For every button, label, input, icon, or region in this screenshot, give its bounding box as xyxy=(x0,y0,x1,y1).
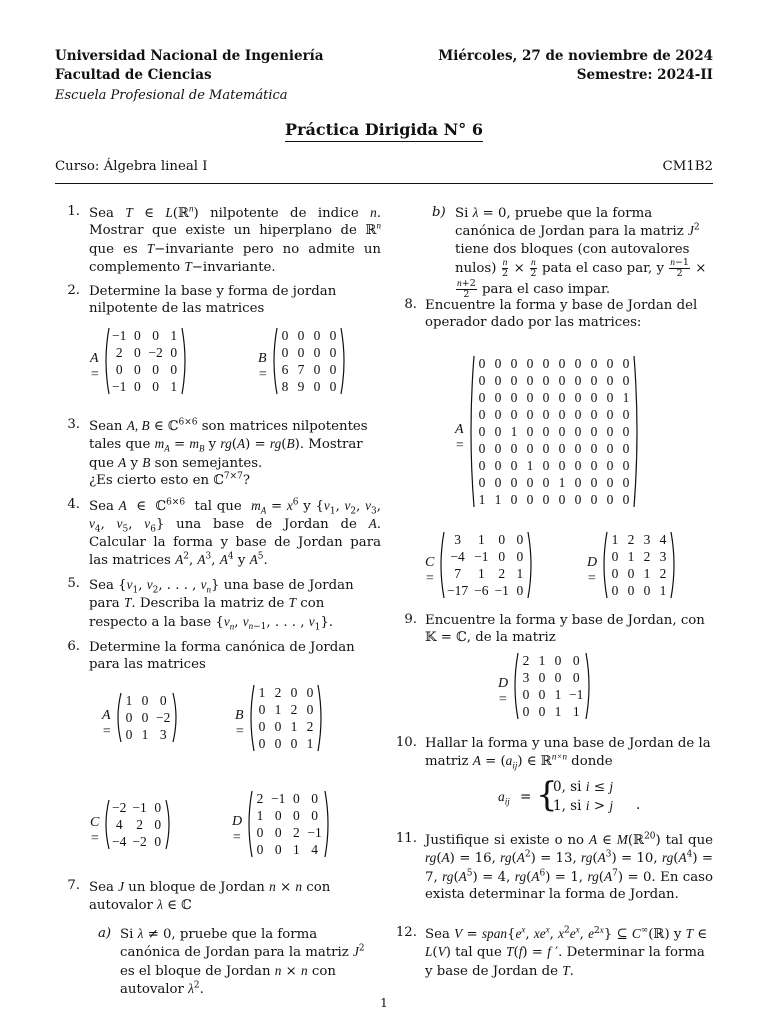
matrix-cell: 0 xyxy=(542,458,550,473)
left-paren xyxy=(468,355,475,508)
matrix-label: D = xyxy=(587,555,598,586)
matrix-cell: 0 xyxy=(125,710,133,725)
problem-number: 3. xyxy=(67,417,80,432)
matrix-cell: 0 xyxy=(154,817,162,832)
matrix-cell: 0 xyxy=(538,687,546,702)
matrix-cell: 0 xyxy=(606,424,614,439)
matrix-cell: 0 xyxy=(478,390,486,405)
subitem-b-label: b) xyxy=(432,205,446,220)
matrix-body xyxy=(254,684,318,752)
matrix-cell: 0 xyxy=(313,328,321,343)
matrix-cell: 0 xyxy=(154,834,162,849)
matrix-cell: 0 xyxy=(274,736,282,751)
matrix-cell: 0 xyxy=(558,407,566,422)
matrix-cell: 3 xyxy=(659,549,667,564)
faculty-name: Facultad de Ciencias xyxy=(55,67,212,83)
left-paren xyxy=(115,692,122,743)
matrix-cell: 0 xyxy=(281,328,289,343)
matrix-cell: 0 xyxy=(542,390,550,405)
matrix-cell: 0 xyxy=(558,441,566,456)
matrix-label: D = xyxy=(498,676,509,707)
matrix-cell: 0 xyxy=(274,825,282,840)
matrix-cell: 1 xyxy=(290,719,298,734)
matrix-cell: 1 xyxy=(170,328,178,343)
matrix-cell: 0 xyxy=(478,441,486,456)
header-rule xyxy=(55,183,713,184)
matrix-cell: 0 xyxy=(590,407,598,422)
matrix-cell: 1 xyxy=(611,532,619,547)
matrix-cell: 0 xyxy=(622,373,630,388)
matrix-cell: 1 xyxy=(643,566,651,581)
matrix-cell: 0 xyxy=(611,566,619,581)
matrix-cell: 0 xyxy=(498,549,506,564)
matrix-cell: 4 xyxy=(311,842,318,857)
matrix-cell: 0 xyxy=(574,492,582,507)
matrix-cell: 0 xyxy=(606,356,614,371)
matrix-cell: 0 xyxy=(293,808,300,823)
matrix-cell: 0 xyxy=(590,458,598,473)
matrix-cell: −1 xyxy=(307,825,322,840)
right-paren xyxy=(324,790,331,858)
matrix-cell: 0 xyxy=(498,532,506,547)
left-paren xyxy=(438,531,445,599)
matrix-cell: 0 xyxy=(558,424,566,439)
matrix-cell: 1 xyxy=(258,685,266,700)
matrix-cell: 0 xyxy=(510,373,518,388)
matrix-cell: 1 xyxy=(554,704,562,719)
matrix-body xyxy=(109,327,182,395)
matrix-cell: 0 xyxy=(256,842,264,857)
matrix-cell: 0 xyxy=(311,808,318,823)
university-name: Universidad Nacional de Ingeniería xyxy=(55,48,324,64)
matrix-cell: 0 xyxy=(538,670,546,685)
left-paren xyxy=(512,652,519,720)
matrix-cell: 0 xyxy=(494,458,502,473)
matrix-cell: 0 xyxy=(510,390,518,405)
matrix-cell: 2 xyxy=(256,791,264,806)
matrix-cell: 0 xyxy=(558,458,566,473)
matrix-cell: 0 xyxy=(611,549,619,564)
matrix-cell: 0 xyxy=(510,458,518,473)
matrix-cell: 0 xyxy=(290,736,298,751)
matrix-cell: 1 xyxy=(538,653,546,668)
matrix-cell: 0 xyxy=(542,356,550,371)
matrix-cell: 0 xyxy=(494,441,502,456)
course-label: Curso: Álgebra lineal I xyxy=(55,159,208,174)
matrix-cell: 1 xyxy=(510,424,518,439)
matrix-cell: 0 xyxy=(510,492,518,507)
matrix-cell: 0 xyxy=(170,362,178,377)
matrix-cell: 0 xyxy=(522,704,530,719)
matrix-cell: 0 xyxy=(274,808,282,823)
matrix-cell: 0 xyxy=(516,549,524,564)
matrix-cell: 0 xyxy=(590,390,598,405)
matrix-label: C = xyxy=(90,814,100,846)
matrix-cell: 3 xyxy=(522,670,530,685)
problem-number: 10. xyxy=(395,735,417,750)
matrix-cell: −1 xyxy=(494,583,509,598)
problem-12: Sea $V = span\{e^x$, $xe^x$, $x^2e^x$, $e^{2x}$} ⊆ C∞(ℝ) y T ∈ L(V) tal que T(f) = f ′. Determinar la forma y base de Jordan de T. xyxy=(425,924,708,979)
problem-7: Sea J un bloque de Jordan n × n con autovalor λ ∈ ℂ xyxy=(89,879,331,914)
matrix-cell: 0 xyxy=(590,373,598,388)
matrix-cell: 2 xyxy=(306,719,314,734)
matrix-cell: 0 xyxy=(542,407,550,422)
matrix-cell: 0 xyxy=(510,356,518,371)
matrix-cell: 0 xyxy=(478,475,486,490)
matrix-cell: −1 xyxy=(132,800,147,815)
matrix-cell: 0 xyxy=(256,825,264,840)
matrix-cell: 0 xyxy=(606,407,614,422)
matrix-cell: 0 xyxy=(526,424,534,439)
matrix-cell: 0 xyxy=(574,356,582,371)
matrix-cell: 0 xyxy=(281,345,289,360)
problem-number: 7. xyxy=(67,878,80,893)
problem-number: 9. xyxy=(404,612,417,627)
matrix-cell: 2 xyxy=(659,566,667,581)
matrix-cell: 1 xyxy=(256,808,264,823)
problem-number: 12. xyxy=(395,925,417,940)
matrix-body xyxy=(109,799,166,850)
matrix-cell: 0 xyxy=(574,373,582,388)
matrix-cell: 7 xyxy=(297,362,305,377)
matrix-cell: 0 xyxy=(590,424,598,439)
matrix-cell: 2 xyxy=(115,345,123,360)
matrix-cell: 0 xyxy=(606,441,614,456)
matrix-cell: 7 xyxy=(454,566,461,581)
matrix-cell: −1 xyxy=(112,328,127,343)
problem-2: Determine la base y forma de jordan nilpotente de las matrices xyxy=(89,284,337,317)
right-paren xyxy=(181,327,188,395)
matrix-body xyxy=(444,531,528,599)
matrix-cell: 0 xyxy=(542,492,550,507)
matrix-cell: 0 xyxy=(606,475,614,490)
matrix-cell: 0 xyxy=(306,702,314,717)
matrix-cell: 0 xyxy=(274,719,282,734)
matrix-cell: 0 xyxy=(574,441,582,456)
matrix-cell: 0 xyxy=(516,532,524,547)
problem-8: Encuentre la forma y base de Jordan del operador dado por las matrices: xyxy=(425,298,698,331)
right-paren xyxy=(340,327,347,395)
matrix-cell: 0 xyxy=(622,492,630,507)
problem-4: Sea A ∈ ℂ$^{6\times 6}$ tal que $m_A = x^6$ y {$v_1$, $v_2$, $v_3$, $v_4$, $v_5$, $v_6$} una base de Jordan de A. Calcular la forma y base de Jordan para las matrices $A^2$, $A^3$, $A^4$ y $A^5$. xyxy=(89,497,381,568)
matrix-cell: 3 xyxy=(643,532,651,547)
matrix-cell: 0 xyxy=(478,458,486,473)
problem-3: Sean A, B ∈ ℂ$^{6\times 6}$ son matrices nilpotentes tales que $m_A = m_B$ y rg(A) = rg(B). Mostrar que A y B son semejantes. ¿Es cierto esto en ℂ$^{7\times 7}$? xyxy=(89,417,368,488)
matrix-cell: 0 xyxy=(134,345,141,360)
matrix-cell: 1 xyxy=(659,583,667,598)
matrix-cell: 0 xyxy=(152,379,159,394)
matrix-cell: 0 xyxy=(141,710,149,725)
matrix-cell: 0 xyxy=(329,379,337,394)
right-paren xyxy=(527,531,534,599)
school-name: Escuela Profesional de Matemática xyxy=(55,88,288,103)
matrix-cell: 0 xyxy=(606,390,614,405)
matrix-cell: 1 xyxy=(526,458,534,473)
matrix-cell: 0 xyxy=(258,736,266,751)
matrix-cell: 0 xyxy=(152,362,159,377)
matrix-cell: 0 xyxy=(329,328,337,343)
problem-6: Determine la forma canónica de Jordan para las matrices xyxy=(89,640,355,673)
matrix-cell: 0 xyxy=(622,475,630,490)
right-paren xyxy=(670,531,677,599)
matrix-cell: 0 xyxy=(526,407,534,422)
matrix-cell: 0 xyxy=(494,373,502,388)
matrix-body xyxy=(474,355,634,508)
course-code: CM1B2 xyxy=(662,159,713,174)
matrix-cell: −1 xyxy=(569,687,584,702)
matrix-cell: 2 xyxy=(627,532,635,547)
matrix-cell: −2 xyxy=(112,800,127,815)
matrix-body xyxy=(252,790,325,858)
matrix-cell: 0 xyxy=(290,685,298,700)
matrix-cell: 0 xyxy=(258,719,266,734)
matrix-cell: 0 xyxy=(526,441,534,456)
matrix-cell: 0 xyxy=(542,424,550,439)
matrix-cell: 0 xyxy=(526,475,534,490)
matrix-cell: 0 xyxy=(542,441,550,456)
matrix-cell: −2 xyxy=(132,834,147,849)
problem-number: 5. xyxy=(67,576,80,591)
matrix-label: A = xyxy=(455,421,465,453)
problem-9: Encuentre la forma y base de Jordan, con 𝕂 = ℂ, de la matriz xyxy=(425,613,705,646)
matrix-cell: 0 xyxy=(622,407,630,422)
matrix-body xyxy=(121,692,173,743)
matrix-cell: 0 xyxy=(558,356,566,371)
problem-10: Hallar la forma y una base de Jordan de la matriz $A = (a_{ij})$ ∈ ℝ$^{n\times n}$ donde xyxy=(425,736,711,771)
date: Miércoles, 27 de noviembre de 2024 xyxy=(438,48,713,64)
matrix-cell: 1 xyxy=(572,704,580,719)
problem-number: 1. xyxy=(67,204,80,219)
matrix-cell: 0 xyxy=(590,356,598,371)
matrix-cell: 1 xyxy=(477,566,485,581)
matrix-cell: 0 xyxy=(134,362,141,377)
semester: Semestre: 2024-II xyxy=(576,67,713,83)
left-paren xyxy=(103,327,110,395)
matrix-cell: −6 xyxy=(474,583,489,598)
matrix-cell: 0 xyxy=(510,407,518,422)
matrix-cell: 0 xyxy=(141,693,149,708)
problem-number: 2. xyxy=(67,283,80,298)
matrix-cell: 1 xyxy=(125,693,133,708)
matrix-body xyxy=(277,327,341,395)
matrix-cell: 0 xyxy=(329,345,337,360)
matrix-cell: 0 xyxy=(313,379,321,394)
matrix-cell: −4 xyxy=(450,549,465,564)
matrix-label: A = xyxy=(102,707,112,739)
page-title: Práctica Dirigida N° 6 xyxy=(285,120,483,142)
right-paren xyxy=(172,692,179,743)
matrix-cell: 0 xyxy=(115,362,123,377)
matrix-cell: 1 xyxy=(141,727,149,742)
matrix-cell: 0 xyxy=(258,702,266,717)
matrix-cell: 0 xyxy=(478,356,486,371)
matrix-cell: 0 xyxy=(154,800,162,815)
matrix-cell: 0 xyxy=(622,441,630,456)
matrix-cell: −4 xyxy=(112,834,127,849)
matrix-cell: 8 xyxy=(281,379,289,394)
matrix-cell: 1 xyxy=(293,842,300,857)
matrix-cell: 0 xyxy=(572,653,580,668)
right-paren xyxy=(585,652,592,720)
matrix-cell: −17 xyxy=(447,583,469,598)
matrix-cell: 0 xyxy=(542,373,550,388)
matrix-cell: 0 xyxy=(590,441,598,456)
matrix-cell: 0 xyxy=(558,373,566,388)
title-block xyxy=(0,120,768,139)
matrix-cell: 0 xyxy=(554,670,562,685)
problem-number: 6. xyxy=(67,639,80,654)
matrix-cell: 4 xyxy=(659,532,667,547)
matrix-cell: 0 xyxy=(554,653,562,668)
matrix-cell: 3 xyxy=(454,532,461,547)
page-number: 1 xyxy=(380,996,388,1010)
matrix-cell: 0 xyxy=(606,492,614,507)
matrix-cell: 0 xyxy=(297,345,305,360)
problem-1: Sea T ∈ L(ℝ$^n$) nilpotente de indice n. Mostrar que existe un hiperplano de ℝ$^n$ que es T−invariante pero no admite un complemento T−invariante. xyxy=(89,203,382,275)
problem-7a: Si λ ≠ 0, pruebe que la forma canónica de Jordan para la matriz $J^2$ es el bloque de Jordan n × n con autovalor $\lambda^2$. xyxy=(120,926,365,997)
matrix-cell: 1 xyxy=(306,736,314,751)
matrix-cell: 0 xyxy=(306,685,314,700)
matrix-cell: 0 xyxy=(159,693,167,708)
matrix-cell: 0 xyxy=(611,583,619,598)
matrix-cell: 3 xyxy=(159,727,167,742)
matrix-cell: 2 xyxy=(522,653,530,668)
matrix-cell: 0 xyxy=(542,475,550,490)
matrix-cell: 0 xyxy=(311,791,318,806)
matrix-cell: 1 xyxy=(478,492,486,507)
matrix-cell: 0 xyxy=(297,328,305,343)
matrix-cell: 0 xyxy=(538,704,546,719)
matrix-cell: 0 xyxy=(516,583,524,598)
matrix-cell: −1 xyxy=(112,379,127,394)
problem-number: 11. xyxy=(395,831,417,846)
matrix-label: A = xyxy=(90,351,100,382)
subitem-a-label: a) xyxy=(98,926,112,941)
matrix-cell: 0 xyxy=(574,407,582,422)
matrix-cell: 0 xyxy=(574,475,582,490)
matrix-cell: 0 xyxy=(313,345,321,360)
matrix-cell: 1 xyxy=(558,475,566,490)
matrix-cell: 0 xyxy=(494,390,502,405)
matrix-cell: 1 xyxy=(554,687,562,702)
matrix-cell: 2 xyxy=(293,825,300,840)
matrix-cell: 9 xyxy=(297,379,305,394)
matrix-cell: −2 xyxy=(156,710,171,725)
matrix-cell: 0 xyxy=(494,475,502,490)
matrix-cell: 0 xyxy=(494,407,502,422)
matrix-cell: 0 xyxy=(558,492,566,507)
matrix-cell: 0 xyxy=(622,458,630,473)
matrix-cell: 4 xyxy=(115,817,123,832)
matrix-label: D = xyxy=(232,814,243,845)
matrix-cell: 2 xyxy=(274,685,282,700)
matrix-cell: 1 xyxy=(494,492,502,507)
matrix-cell: 0 xyxy=(622,424,630,439)
matrix-cell: 0 xyxy=(478,424,486,439)
matrix-cell: 0 xyxy=(510,441,518,456)
matrix-cell: 0 xyxy=(494,424,502,439)
matrix-cell: 0 xyxy=(274,842,282,857)
problem-number: 4. xyxy=(67,497,80,512)
matrix-cell: 0 xyxy=(526,390,534,405)
matrix-cell: 0 xyxy=(293,791,300,806)
matrix-cell: 1 xyxy=(516,566,524,581)
left-paren xyxy=(248,684,255,752)
matrix-cell: 0 xyxy=(574,390,582,405)
matrix-body xyxy=(518,652,586,720)
right-paren xyxy=(317,684,324,752)
problem-5: Sea {$v_1$, $v_2$, . . . , $v_n$} una base de Jordan para T. Describa la matriz de T con respecto a la base {$v_n$, $v_{n-1}$, . . . , $v_1$}. xyxy=(89,577,354,633)
matrix-cell: 0 xyxy=(606,373,614,388)
matrix-cell: 2 xyxy=(290,702,298,717)
matrix-cell: 0 xyxy=(627,566,635,581)
matrix-cell: 0 xyxy=(526,492,534,507)
matrix-cell: 1 xyxy=(477,532,485,547)
problem-7b: Si λ = 0, pruebe que la forma canónica de Jordan para la matriz $J^2$ tiene dos bloques (con autovalores nulos) $\frac{n}{2}$ × $\frac{n}{2}$ pata el caso par, y $\frac{n-1}{2}$ × $\frac{n+2}{2}$ para el caso impar. xyxy=(455,205,707,300)
left-paren xyxy=(601,531,608,599)
matrix-cell: 0 xyxy=(526,373,534,388)
matrix-cell: 0 xyxy=(494,356,502,371)
matrix-cell: 1 xyxy=(622,390,630,405)
matrix-cell: 0 xyxy=(574,458,582,473)
matrix-cell: −1 xyxy=(474,549,489,564)
left-paren xyxy=(271,327,278,395)
matrix-cell: 0 xyxy=(125,727,133,742)
matrix-cell: 2 xyxy=(643,549,651,564)
matrix-cell: 0 xyxy=(478,407,486,422)
problem-11: Justifique si existe o no A ∈ M(ℝ$^{20}$) tal que rg(A) = 16, $rg(A^2) = 13$, $rg(A^3) = 10$, $rg(A^4) = 7$, $rg(A^5) = 4$, $rg(A^6) = 1$, $rg(A^7) = 0$. En caso exista determinar la forma de Jordan. xyxy=(425,831,714,902)
matrix-cell: 1 xyxy=(274,702,282,717)
matrix-label: C = xyxy=(425,555,435,586)
matrix-cell: 0 xyxy=(526,356,534,371)
matrix-body xyxy=(607,531,671,599)
problem-number: 8. xyxy=(404,297,417,312)
matrix-cell: −2 xyxy=(148,345,163,360)
matrix-cell: 0 xyxy=(313,362,321,377)
left-paren xyxy=(103,799,110,850)
matrix-cell: 0 xyxy=(558,390,566,405)
matrix-cell: 0 xyxy=(574,424,582,439)
matrix-cell: 2 xyxy=(498,566,506,581)
matrix-cell: 1 xyxy=(170,379,178,394)
matrix-cell: 0 xyxy=(590,492,598,507)
matrix-cell: 6 xyxy=(281,362,289,377)
matrix-cell: 0 xyxy=(170,345,178,360)
matrix-cell: −1 xyxy=(271,791,286,806)
right-paren xyxy=(633,355,640,508)
matrix-cell: 0 xyxy=(478,373,486,388)
matrix-label: B = xyxy=(258,351,268,382)
matrix-cell: 0 xyxy=(510,475,518,490)
matrix-cell: 0 xyxy=(329,362,337,377)
matrix-cell: 2 xyxy=(136,817,143,832)
matrix-cell: 0 xyxy=(152,328,159,343)
matrix-cell: 0 xyxy=(622,356,630,371)
matrix-cell: 0 xyxy=(643,583,651,598)
matrix-cell: 0 xyxy=(606,458,614,473)
matrix-cell: 0 xyxy=(572,670,580,685)
matrix-cell: 0 xyxy=(134,379,141,394)
left-paren xyxy=(246,790,253,858)
matrix-cell: 1 xyxy=(627,549,635,564)
matrix-cell: 0 xyxy=(627,583,635,598)
right-paren xyxy=(165,799,172,850)
matrix-cell: 0 xyxy=(134,328,141,343)
matrix-cell: 0 xyxy=(522,687,530,702)
matrix-label: B = xyxy=(235,708,245,739)
matrix-cell: 0 xyxy=(590,475,598,490)
